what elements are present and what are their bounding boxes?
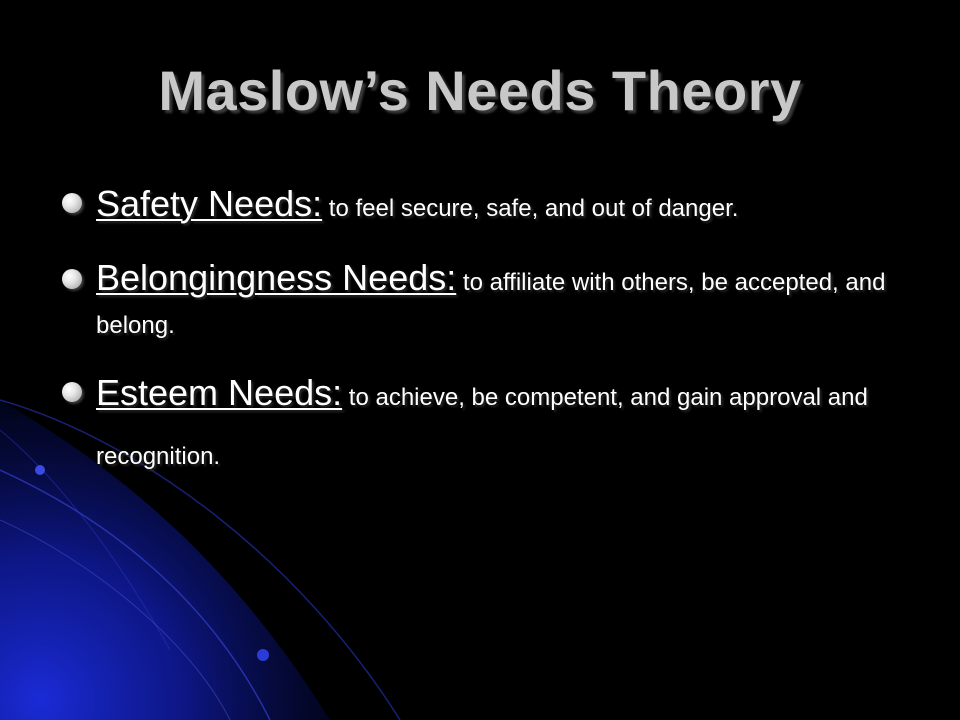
bullet-item-safety bbox=[60, 176, 920, 240]
bullet-term: Esteem Needs: bbox=[96, 372, 343, 413]
bullet-item-belongingness bbox=[60, 258, 920, 349]
bullet-term: Safety Needs: bbox=[96, 183, 323, 224]
bullet-dot-icon bbox=[62, 193, 82, 213]
bullet-dot-icon bbox=[62, 382, 82, 402]
bullet-description: to feel secure, safe, and out of danger. bbox=[322, 195, 739, 222]
decor-dot-bottom bbox=[257, 649, 269, 661]
bullet-description: to achieve, be competent, and gain approval and recognition. bbox=[96, 384, 868, 470]
bullet-description: to affiliate with others, be accepted, and belong. bbox=[96, 269, 886, 339]
decor-dot-left bbox=[35, 465, 45, 475]
bullet-term: Belongingness Needs: bbox=[96, 257, 457, 298]
bullet-dot-icon bbox=[62, 269, 82, 289]
slide-title: Maslow’s Needs Theory bbox=[158, 59, 802, 122]
bullet-list bbox=[60, 176, 920, 488]
bullet-item-esteem bbox=[60, 365, 920, 488]
